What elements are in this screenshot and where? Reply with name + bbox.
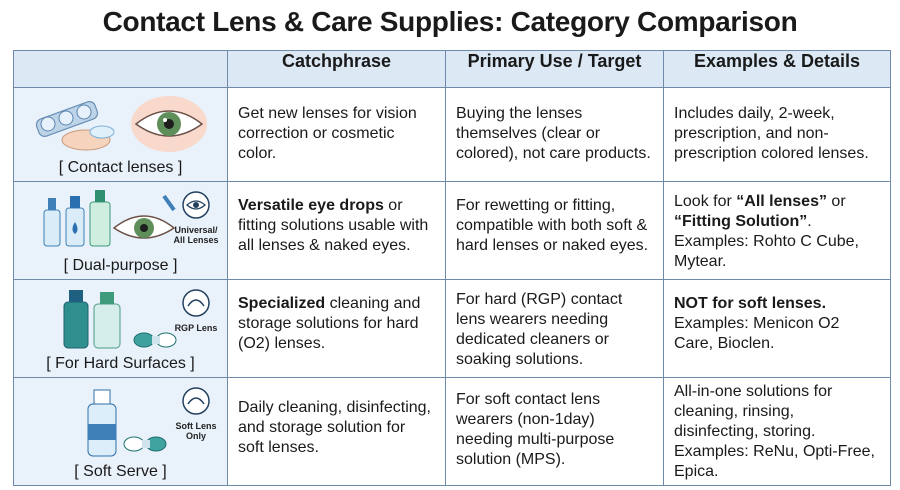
examples-text — [664, 182, 890, 272]
page-title: Contact Lens & Care Supplies: Category Comparison — [102, 6, 798, 37]
examples-rest: . Examples: Rohto C Cube, Mytear. — [674, 213, 859, 270]
lens-case-icon — [124, 437, 166, 451]
examples-cell — [664, 182, 891, 280]
eye-drop-bottle-icon — [44, 190, 110, 246]
lens-circle-icon — [181, 386, 211, 416]
catchphrase-emphasis: Versatile eye drops — [238, 197, 384, 214]
examples-cell — [664, 378, 891, 486]
header-primary-use: Primary Use / Target — [446, 51, 664, 88]
table-row — [14, 182, 891, 280]
catchphrase-cell — [228, 182, 446, 280]
soft-lens-badge — [173, 386, 219, 441]
catchphrase-text — [228, 280, 445, 354]
badge-label: RGP Lens — [174, 323, 218, 333]
primary-use-cell — [446, 280, 664, 378]
header-catchphrase: Catchphrase — [228, 51, 446, 88]
catchphrase-rest: cleaning and storage solutions for hard (O2) lenses. — [238, 295, 421, 352]
catchphrase-text: Get new lenses for vision correction or cosmetic color. — [238, 105, 417, 162]
eye-icon — [114, 196, 174, 238]
comparison-table — [13, 50, 891, 486]
examples-cell — [664, 88, 891, 182]
header-examples: Examples & Details — [664, 51, 891, 88]
lens-case-icon — [134, 333, 176, 347]
row-label: [ Soft Serve ] — [74, 463, 167, 480]
lens-on-finger-icon — [62, 126, 114, 150]
examples-emphasis: “All lenses” — [736, 193, 827, 210]
badge-label: Soft Lens Only — [175, 421, 217, 441]
primary-use-text: For rewetting or fitting, compatible with both soft & hard lenses or naked eyes. — [456, 197, 649, 254]
lens-circle-icon — [181, 288, 211, 318]
examples-text — [664, 280, 890, 354]
table-row — [14, 378, 891, 486]
rgp-badge — [173, 288, 219, 333]
row-label-cell — [14, 88, 228, 182]
primary-use-text: For hard (RGP) contact lens wearers needing dedicated cleaners or soaking solutions. — [456, 291, 623, 368]
row-label: [ For Hard Surfaces ] — [46, 355, 195, 372]
primary-use-text: Buying the lenses themselves (clear or colored), not care products. — [456, 105, 651, 162]
catchphrase-text: Daily cleaning, disinfecting, and storage solution for soft lenses. — [238, 399, 431, 456]
catchphrase-text — [228, 182, 445, 256]
examples-text: Includes daily, 2-week, prescription, and non-prescription colored lenses. — [674, 105, 869, 162]
catchphrase-emphasis: Specialized — [238, 295, 326, 312]
eye-circle-icon — [181, 190, 211, 220]
primary-use-cell — [446, 182, 664, 280]
examples-emphasis-2: “Fitting Solution” — [674, 213, 808, 230]
examples-cell — [664, 280, 891, 378]
solution-bottle-icon — [88, 390, 116, 456]
row-label: [ Contact lenses ] — [58, 159, 183, 176]
examples-emphasis: NOT for soft lenses. — [674, 295, 827, 312]
primary-use-cell — [446, 88, 664, 182]
table-header-row — [14, 51, 891, 88]
examples-rest: Examples: Menicon O2 Care, Bioclen. — [674, 315, 840, 352]
primary-use-text: For soft contact lens wearers (non-1day) needing multi-purpose solution (MPS). — [456, 391, 615, 468]
row-label-cell — [14, 378, 228, 486]
table-row — [14, 88, 891, 182]
row-label-cell — [14, 182, 228, 280]
catchphrase-cell — [228, 280, 446, 378]
eye-icon — [131, 96, 207, 152]
header-corner — [14, 51, 228, 88]
examples-text: All-in-one solutions for cleaning, rinsing, disinfecting, storing. Examples: ReNu, Opti-Free, Epica. — [674, 383, 875, 480]
catchphrase-rest: or fitting solutions usable with all lenses & naked eyes. — [238, 197, 429, 254]
solution-bottle-icon — [64, 290, 120, 348]
catchphrase-cell — [228, 378, 446, 486]
universal-badge — [173, 190, 219, 245]
primary-use-cell — [446, 378, 664, 486]
examples-mid: or — [826, 193, 846, 210]
examples-pre: Look for — [674, 193, 737, 210]
row-label: [ Dual-purpose ] — [63, 257, 178, 274]
row-label-cell — [14, 280, 228, 378]
badge-label: Universal/ All Lenses — [173, 225, 219, 245]
table-row — [14, 280, 891, 378]
catchphrase-cell — [228, 88, 446, 182]
